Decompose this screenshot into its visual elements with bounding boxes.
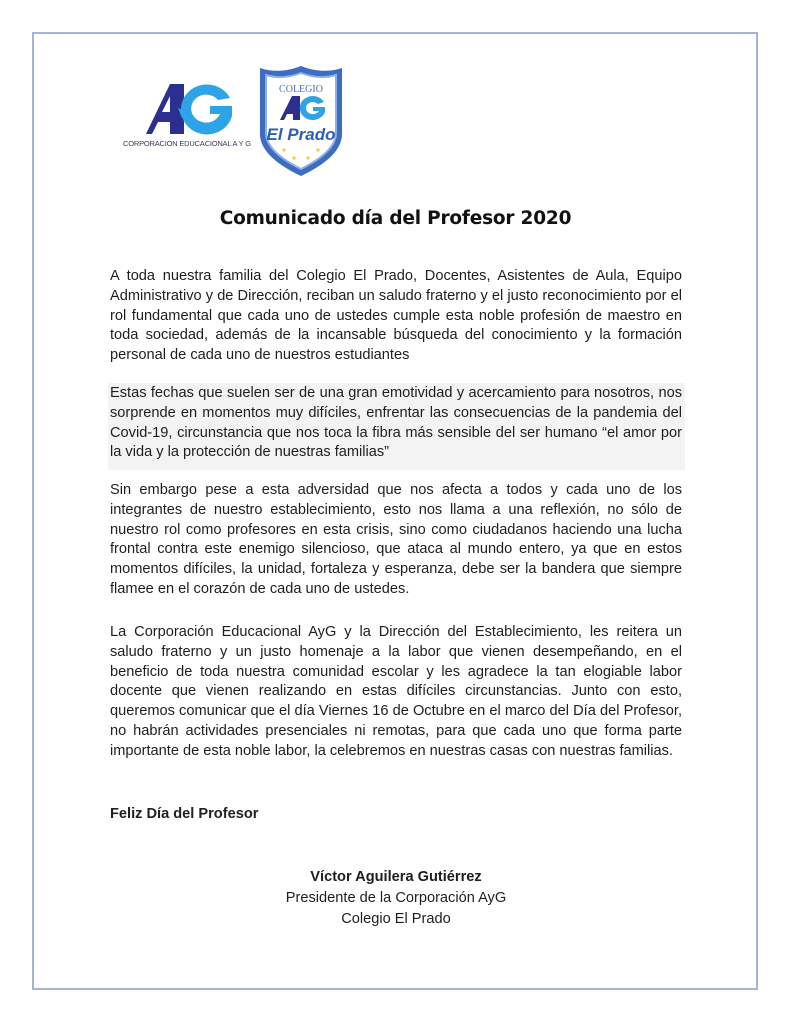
signatory-role: Presidente de la Corporación AyG [285, 890, 507, 906]
signatory-name: Víctor Aguilera Gutiérrez [310, 869, 482, 885]
paragraph-pandemic: Estas fechas que suelen ser de una gran emotividad y acercamiento para nosotros, nos sorprende en momentos muy difíciles, enfrentar las consecuencias de la pandemia del Covid-19, circunstancia que nos toca la fibra más sensible del ser humano “el amor por la vida y la protección de nuestras familias” [110, 385, 682, 461]
paragraph-greeting: A toda nuestra familia del Colegio El Prado, Docentes, Asistentes de Aula, Equipo Administrativo y de Dirección, reciban un saludo fraterno y el justo reconocimiento por el rol fundamental que cada uno de ustedes cumple esta noble profesión de maestro en toda sociedad, además de la incansable búsqueda del conocimiento y la formación personal de cada uno de nuestros estudiantes [110, 268, 682, 364]
shield-icon [256, 64, 346, 178]
shield-el-prado-text: El Prado [266, 125, 336, 144]
corporation-ayg-logo [118, 78, 258, 153]
shield-star-icon [282, 148, 286, 152]
ayg-logo-mark-icon [118, 78, 258, 138]
signatory-institution: Colegio El Prado [341, 911, 451, 927]
corporation-caption: CORPORACION EDUCACIONAL A Y G [123, 139, 251, 148]
shield-colegio-text: COLEGIO [279, 84, 323, 95]
shield-star-icon [292, 156, 296, 160]
paragraph-announcement: La Corporación Educacional AyG y la Dirección del Establecimiento, les reitera un saludo fraterno y un justo homenaje a la labor que vienen desempeñando, en el beneficio de toda nuestra comunidad escolar y les agradece la tan elogiable labor docente que vienen realizando en estas difíciles circunstancias. Junto con esto, queremos comunicar que el día Viernes 16 de Octubre en el marco del Día del Profesor, no habrán actividades presenciales ni remotas, para que cada uno que forma parte importante de esta noble labor, la celebremos en nuestras casas con nuestras familias. [110, 624, 682, 759]
closing-greeting: Feliz Día del Profesor [110, 806, 259, 822]
paragraph-reflection: Sin embargo pese a esta adversidad que nos afecta a todos y cada uno de los integrantes de nuestro establecimiento, esto nos llama a una reflexión, no sólo de nuestro rol como profesores en esta crisis, sino como ciudadanos haciendo una lucha frontal contra este enemigo silencioso, que ataca al mundo entero, ya que en estos momentos difíciles, la unidad, fortaleza y esperanza, debe ser la bandera que siempre flamee en el corazón de cada uno de ustedes. [110, 482, 682, 597]
shield-star-icon [306, 156, 310, 160]
document-title: Comunicado día del Profesor 2020 [219, 208, 572, 229]
colegio-el-prado-shield-logo [256, 64, 346, 178]
signature-block [196, 867, 596, 930]
shield-star-icon [316, 148, 320, 152]
